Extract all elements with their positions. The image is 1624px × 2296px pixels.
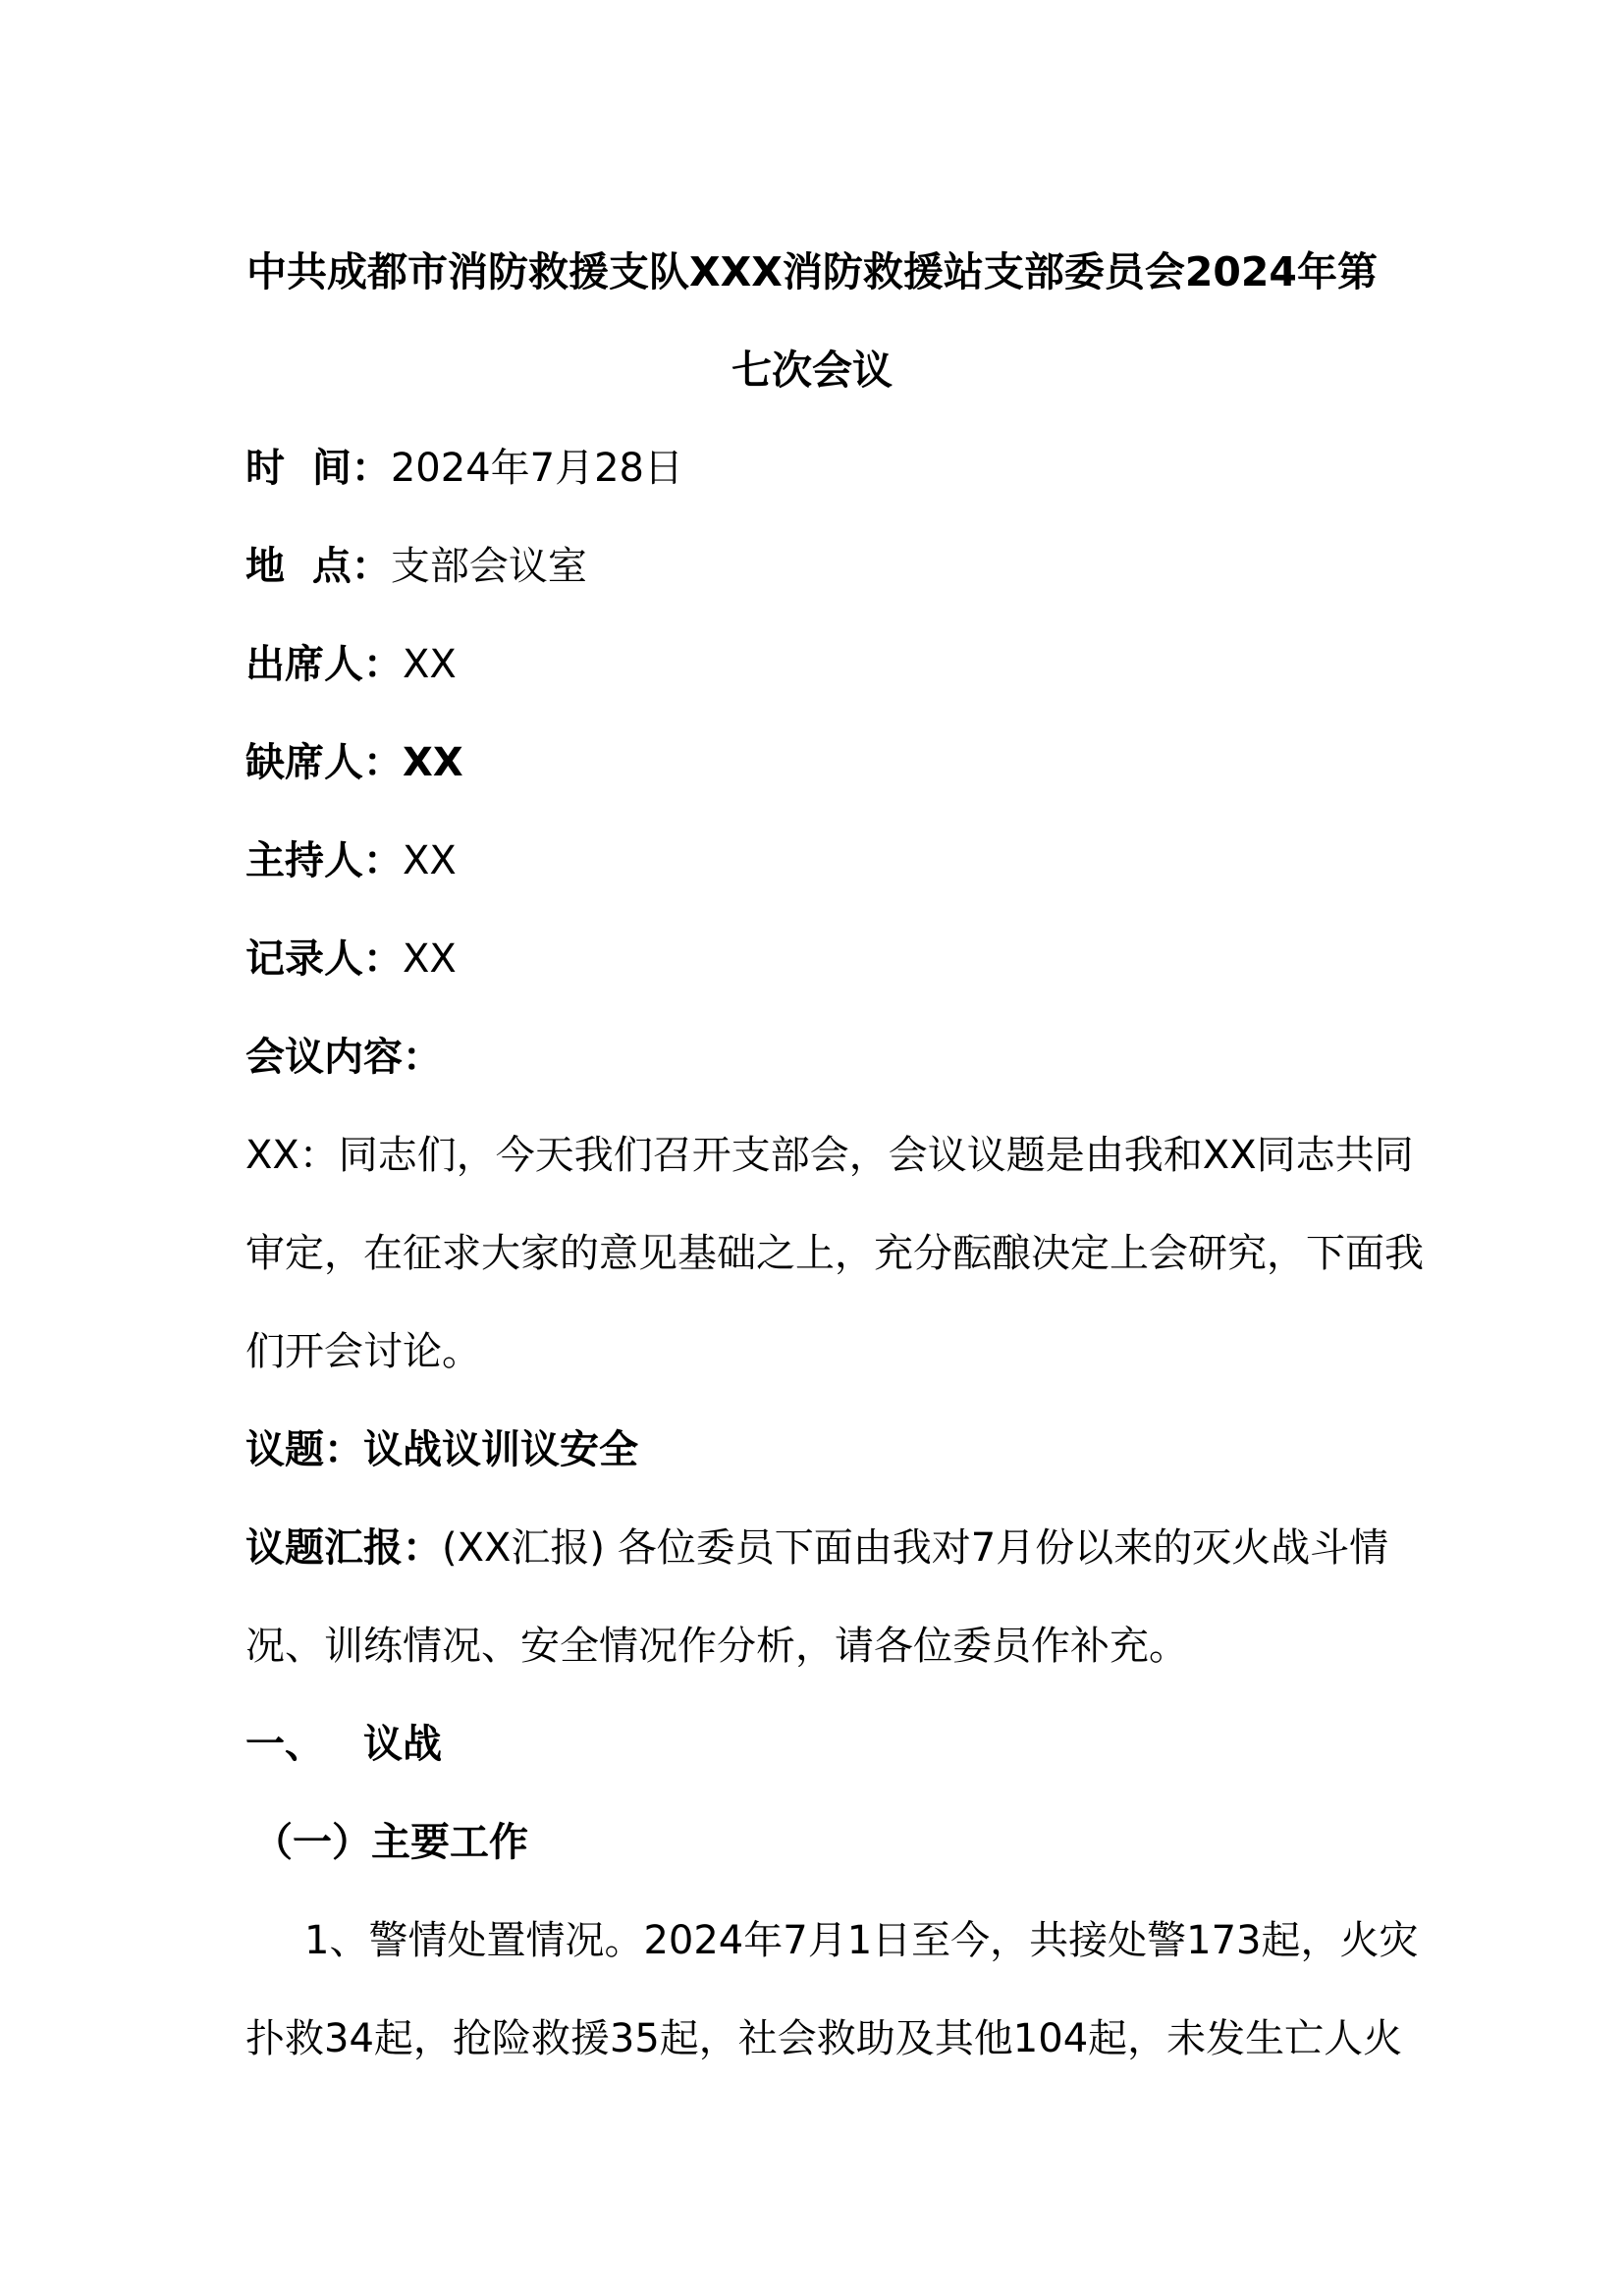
report-line-1-text: (XX汇报) 各位委员下面由我对7月份以来的灭火战斗情 — [442, 1525, 1389, 1571]
meeting-topic — [245, 1425, 1384, 1474]
host-value: XX — [403, 838, 457, 883]
report-label: 议题汇报： — [245, 1525, 442, 1571]
meeting-recorder — [245, 934, 1384, 984]
opening-line-2: 审定，在征求大家的意见基础之上，充分酝酿决定上会研究，下面我 — [245, 1231, 1424, 1276]
report-line-2: 况、训练情况、安全情况作分析，请各位委员作补充。 — [245, 1624, 1188, 1669]
document-title-line-1: 中共成都市消防救援支队XXX消防救援站支部委员会2024年第 — [246, 248, 1378, 295]
meeting-time — [245, 444, 1384, 493]
time-value: 2024年7月28日 — [390, 446, 684, 491]
attendees-value: XX — [403, 642, 457, 687]
absentees-label: 缺席人： — [245, 740, 403, 785]
place-label: 地 点： — [245, 544, 391, 589]
topic-label: 议题： — [245, 1427, 363, 1472]
opening-line-1: XX：同志们，今天我们召开支部会，会议议题是由我和XX同志共同 — [245, 1133, 1414, 1178]
content-heading: 会议内容： — [245, 1035, 442, 1080]
section-number: 一、 — [245, 1722, 324, 1767]
attendees-label: 出席人： — [245, 642, 403, 687]
meeting-place — [245, 542, 1384, 591]
section-heading-1 — [245, 1720, 1384, 1769]
meeting-attendees — [245, 640, 1384, 689]
place-value: 支部会议室 — [390, 544, 587, 589]
meeting-host — [245, 836, 1384, 885]
recorder-label: 记录人： — [245, 936, 403, 982]
item-1-line-2: 扑救34起，抢险救援35起，社会救助及其他104起，未发生亡人火 — [245, 2016, 1403, 2061]
subsection-heading: （一）主要工作 — [253, 1820, 528, 1865]
recorder-value: XX — [403, 936, 457, 982]
item-1-line-1: 1、警情处置情况。2024年7月1日至今，共接处警173起，火灾 — [304, 1918, 1419, 1963]
opening-line-3: 们开会讨论。 — [245, 1329, 481, 1374]
topic-value: 议战议训议安全 — [363, 1427, 638, 1472]
section-title: 议战 — [363, 1722, 442, 1767]
meeting-absentees — [245, 738, 1384, 787]
time-label: 时 间： — [245, 446, 391, 491]
host-label: 主持人： — [245, 838, 403, 883]
report-line-1 — [245, 1523, 1389, 1573]
document-title-line-2: 七次会议 — [731, 347, 893, 394]
absentees-value: XX — [403, 740, 463, 785]
